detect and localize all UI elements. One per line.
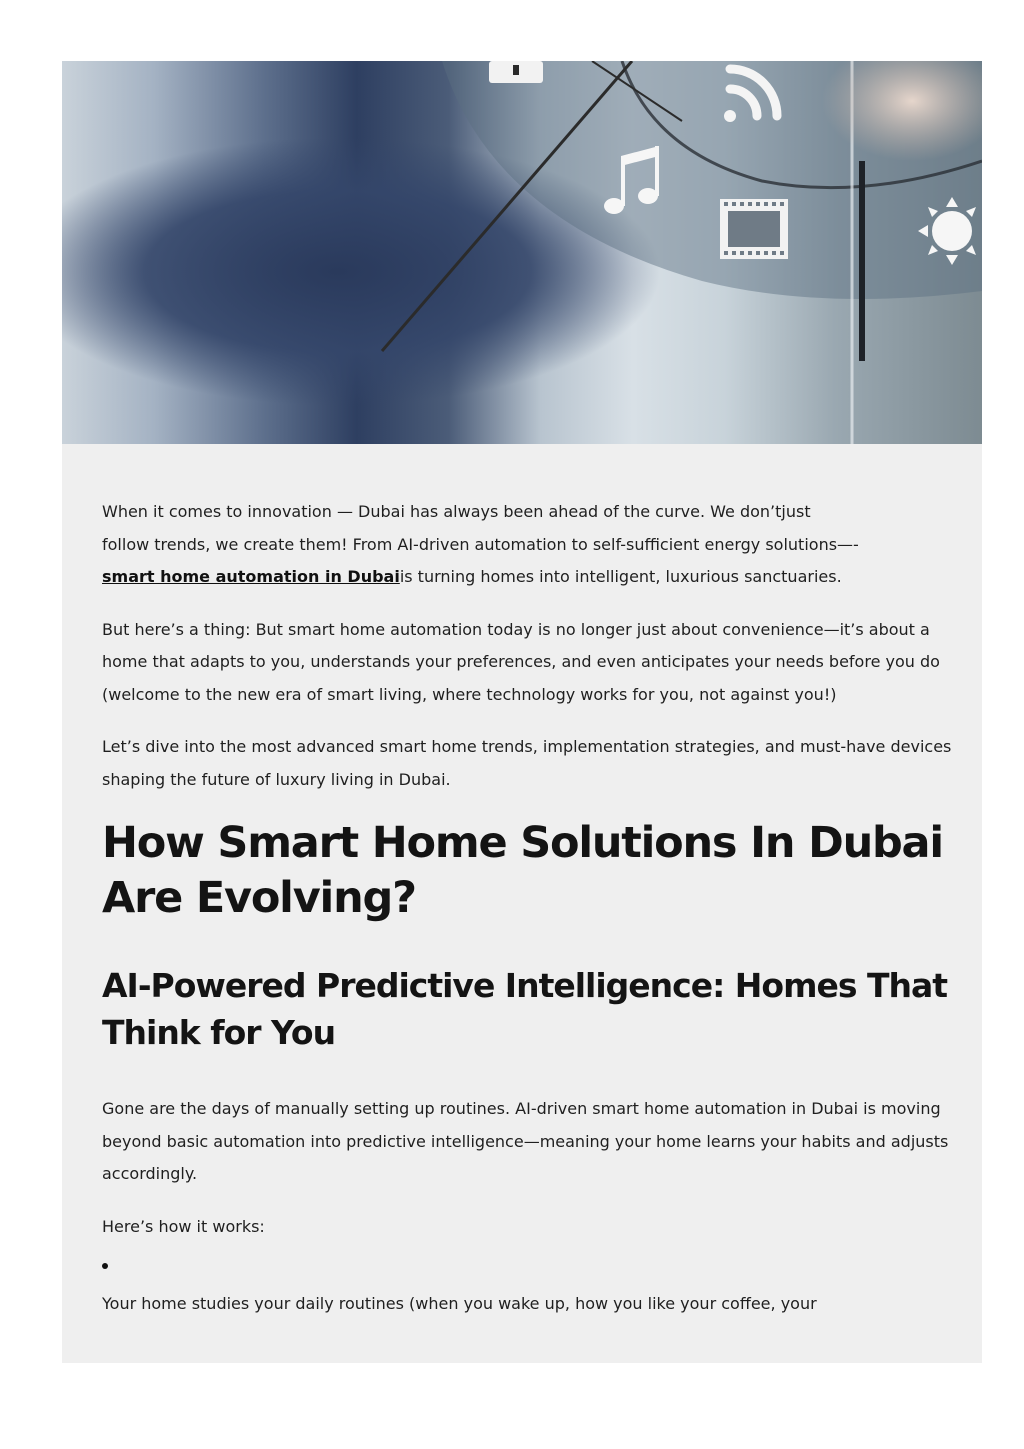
bullet-item-1: Your home studies your daily routines (when you wake up, how you like your coffee, your xyxy=(102,1294,817,1313)
intro-paragraph-2: But here’s a thing: But smart home automation today is no longer just about convenience—it’s about a home that adapts to you, understands your preferences, and even anticipates your needs before you do (welcome to the new era of smart living, where technology works for you, not against you!) xyxy=(102,619,940,704)
section-paragraph-2: Here’s how it works: xyxy=(102,1216,265,1236)
article-body xyxy=(102,496,952,1321)
intro-after-link: is turning homes into intelligent, luxurious sanctuaries. xyxy=(399,567,842,586)
section-paragraph-1: Gone are the days of manually setting up routines. AI-driven smart home automation in Dubai is moving beyond basic automation into predictive intelligence—meaning your home learns your habits and adjusts accordingly. xyxy=(102,1099,949,1183)
lock-icon xyxy=(489,61,543,83)
intro-paragraph-3: Let’s dive into the most advanced smart home trends, implementation strategies, and must-have devices shaping the future of luxury living in Dubai. xyxy=(102,737,952,789)
subsection-heading: AI-Powered Predictive Intelligence: Homes That Think for You xyxy=(102,966,948,1052)
film-icon xyxy=(720,199,788,259)
intro-line-2: follow trends, we create them! From AI-driven automation to self-sufficient energy solutions—- xyxy=(102,534,859,554)
intro-paragraph-1 xyxy=(102,496,952,594)
intro-line-1: When it comes to innovation — Dubai has always been ahead of the curve. We don’tjust xyxy=(102,502,811,521)
section-heading: How Smart Home Solutions In Dubai Are Evolving? xyxy=(102,818,943,923)
bullet-marker xyxy=(102,1263,108,1269)
smart-home-automation-link[interactable]: smart home automation in Dubai xyxy=(102,567,400,586)
document-page xyxy=(62,61,982,1363)
hero-image xyxy=(62,61,982,444)
hero-illustration xyxy=(62,61,982,444)
